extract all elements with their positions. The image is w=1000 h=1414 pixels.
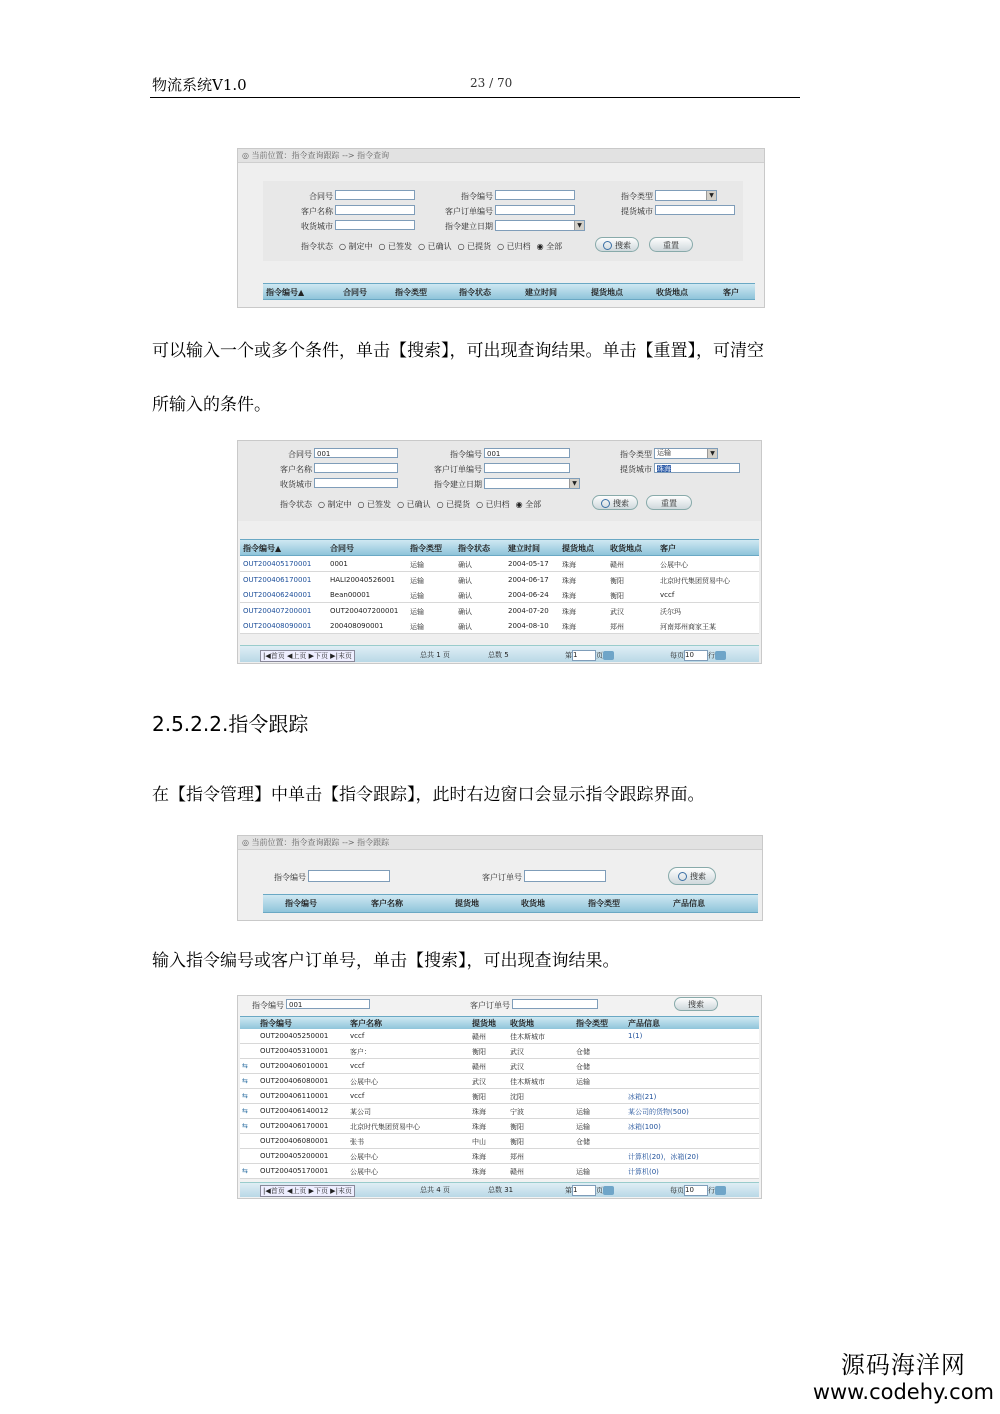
screenshot-tracking-result: [237, 995, 762, 1199]
table-cell: OUT200406140012: [260, 1107, 329, 1115]
col-contract: 合同号: [343, 288, 367, 297]
product-link[interactable]: 某公司的货物(500): [628, 1108, 689, 1116]
pager-goto: [565, 650, 614, 661]
section-heading: 2.5.2.2.指令跟踪: [152, 712, 309, 736]
table-cell: 中山: [472, 1138, 486, 1146]
radio-issued[interactable]: ○ 已签发: [378, 242, 413, 251]
table-row[interactable]: [240, 1059, 759, 1074]
radio-all[interactable]: ◉ 全部: [536, 242, 563, 251]
pager-nav-buttons[interactable]: |◀首页 ◀上页 ▶下页 ▶|末页: [260, 650, 355, 662]
table-cell: 某公司: [350, 1108, 371, 1116]
pager-total: 总数 5: [488, 651, 509, 659]
table-row[interactable]: [240, 1074, 759, 1089]
col-customer: 客户名称: [371, 899, 403, 908]
table-cell: HALI20040526001: [330, 575, 396, 584]
table-cell: OUT200406010001: [260, 1062, 329, 1070]
created-date-picker[interactable]: [484, 478, 580, 489]
breadcrumb: ◎ 当前位置：指令查询跟踪 --> 指令查询: [238, 149, 764, 163]
col-customer: 客户: [660, 544, 676, 553]
order-no-link[interactable]: OUT200405170001: [243, 560, 312, 568]
table-cell: 仓储: [576, 1138, 590, 1146]
contract-label: 合同号: [309, 192, 333, 201]
pager-total-pages: 总共 4 页: [420, 1186, 450, 1194]
created-label: 指令建立日期: [445, 222, 493, 231]
goto-prefix: 第: [565, 651, 572, 660]
pager-total-pages: 总共 1 页: [420, 651, 450, 659]
radio-confirmed[interactable]: ○ 已确认: [418, 242, 452, 251]
table-cell: 珠海: [562, 576, 576, 585]
table-cell: 2004-07-20: [508, 606, 549, 615]
radio-drafting[interactable]: ○ 制定中: [339, 242, 373, 251]
goto-suffix: 页: [596, 1186, 603, 1195]
customer-input[interactable]: [314, 463, 398, 473]
col-delivery: 收货地: [510, 1019, 534, 1028]
paragraph-1: 可以输入一个或多个条件，单击【搜索】，可出现查询结果。单击【重置】，可清空: [152, 341, 764, 361]
table-cell: 武汉: [472, 1078, 486, 1086]
goto-page-input[interactable]: 1: [572, 1185, 596, 1196]
order-no-input[interactable]: [495, 190, 575, 200]
query-form: [263, 181, 743, 261]
table-cell: 确认: [458, 561, 472, 569]
table-cell: 河南郑州商家王某: [660, 623, 716, 631]
ship-city-input[interactable]: [655, 205, 735, 215]
paragraph-3: 输入指令编号或客户订单号，单击【搜索】，可出现查询结果。: [152, 951, 620, 971]
table-cell: 确认: [458, 607, 472, 616]
radio-all[interactable]: ◉ 全部: [515, 500, 542, 509]
col-type: 指令类型: [576, 1019, 608, 1028]
table-cell: OUT200406080001: [260, 1137, 329, 1145]
table-cell: 郑州: [510, 1153, 524, 1161]
pager-per-page: [670, 1185, 726, 1196]
search-icon: [678, 872, 687, 881]
cust-order-input[interactable]: [524, 870, 606, 882]
type-select-value: 运输: [657, 449, 671, 457]
ship-city-label: 提货城市: [620, 465, 652, 474]
order-no-input[interactable]: 001: [286, 999, 370, 1009]
city-input[interactable]: [314, 478, 398, 488]
radio-picked[interactable]: ○ 已提货: [436, 500, 471, 509]
created-label: 指令建立日期: [434, 480, 482, 489]
search-icon: [603, 241, 612, 250]
pager: [240, 1182, 759, 1197]
go-icon[interactable]: [715, 651, 726, 660]
order-no-link[interactable]: OUT200407200001: [243, 606, 312, 615]
truck-icon[interactable]: ⇆: [242, 1107, 248, 1115]
col-pickup: 提货地点: [591, 288, 623, 297]
col-pickup: 提货地: [472, 1019, 496, 1028]
col-delivery: 收货地点: [656, 288, 688, 297]
col-delivery: 收货地点: [610, 544, 642, 553]
table-cell: 珠海: [562, 623, 576, 631]
cust-order-input[interactable]: [484, 463, 570, 473]
table-cell: 运输: [410, 592, 424, 600]
radio-drafting[interactable]: ○ 制定中: [318, 500, 352, 509]
tracking-table-header: [263, 894, 758, 913]
chevron-down-icon: ▼: [569, 479, 579, 488]
table-cell: 运输: [576, 1123, 590, 1131]
truck-icon[interactable]: ⇆: [242, 1167, 248, 1175]
contract-input[interactable]: 001: [314, 448, 398, 458]
table-cell: 珠海: [562, 607, 576, 616]
reset-label: 重置: [661, 499, 677, 508]
col-created: 建立时间: [525, 288, 557, 297]
table-row[interactable]: [240, 618, 759, 634]
order-no-label: 指令编号: [450, 450, 482, 459]
table-cell: 珠海: [562, 561, 576, 569]
city-label: 收货城市: [280, 480, 312, 489]
table-cell: 武汉: [510, 1063, 524, 1071]
truck-icon[interactable]: ⇆: [242, 1092, 248, 1100]
table-cell: 珠海: [472, 1168, 486, 1176]
table-row[interactable]: [240, 1119, 759, 1134]
order-no-label: 指令编号: [274, 873, 306, 882]
pager-total: 总数 31: [488, 1186, 514, 1194]
radio-archived[interactable]: ○ 已归档: [497, 242, 531, 251]
col-type: 指令类型: [410, 544, 442, 553]
table-cell: 佳木斯城市: [510, 1033, 545, 1041]
table-cell: 佳木斯城市: [510, 1078, 545, 1086]
col-delivery: 收货地: [521, 899, 545, 908]
col-customer: 客户名称: [350, 1019, 382, 1028]
col-order-no: 指令编号: [285, 899, 317, 908]
go-icon[interactable]: [603, 651, 614, 660]
table-cell: 珠海: [472, 1108, 486, 1116]
cust-order-input[interactable]: [495, 205, 575, 215]
status-radio-group[interactable]: [339, 241, 568, 252]
table-cell: 赣州: [472, 1033, 486, 1041]
table-cell: 运输: [410, 576, 424, 585]
table-cell: 武汉: [610, 607, 624, 616]
col-type: 指令类型: [395, 288, 427, 297]
type-select[interactable]: [654, 448, 718, 459]
radio-issued[interactable]: ○ 已签发: [357, 500, 392, 509]
reset-label: 重置: [663, 241, 679, 250]
col-order-no[interactable]: 指令编号▲: [243, 544, 282, 553]
table-cell: Bean00001: [330, 591, 371, 599]
table-row[interactable]: [240, 1134, 759, 1149]
table-cell: 珠海: [562, 592, 576, 600]
paragraph-1b: 所输入的条件。: [152, 395, 271, 415]
table-cell: OUT200406110001: [260, 1092, 329, 1100]
search-icon: [601, 499, 610, 508]
table-cell: 确认: [458, 576, 472, 585]
search-label: 搜索: [613, 499, 629, 508]
cust-order-label: 客户订单号: [470, 1001, 510, 1010]
ship-city-value: 珠海: [657, 465, 671, 473]
table-cell: 衡阳: [472, 1048, 486, 1056]
document-title: 物流系统V1.0: [152, 76, 247, 94]
goto-prefix: 第: [565, 1186, 572, 1195]
table-cell: 公展中心: [350, 1153, 378, 1161]
col-contract: 合同号: [330, 544, 354, 553]
status-radio-group[interactable]: [318, 499, 547, 510]
watermark-line-2: www.codehy.com: [812, 1380, 994, 1404]
radio-confirmed[interactable]: ○ 已确认: [397, 500, 431, 509]
product-link[interactable]: 计算机(20)，冰箱(20): [628, 1153, 699, 1161]
table-cell: OUT200405310001: [260, 1047, 329, 1055]
table-cell: 运输: [576, 1108, 590, 1116]
table-row[interactable]: [240, 1104, 759, 1119]
table-cell: 客户：: [350, 1048, 371, 1056]
table-cell: 衡阳: [610, 576, 624, 585]
created-date-picker[interactable]: [495, 220, 585, 231]
product-link[interactable]: 冰箱(21): [628, 1093, 657, 1101]
search-button[interactable]: [674, 997, 718, 1011]
table-cell: OUT200405170001: [260, 1167, 329, 1175]
type-label: 指令类型: [621, 192, 653, 201]
table-cell: vccf: [350, 1062, 365, 1070]
cust-order-input[interactable]: [512, 999, 598, 1009]
table-cell: 仓储: [576, 1048, 590, 1056]
table-cell: OUT200405200001: [260, 1152, 329, 1160]
order-no-link[interactable]: OUT200406170001: [243, 575, 312, 584]
per-page-prefix: 每页: [670, 651, 684, 660]
status-label: 指令状态: [280, 500, 312, 509]
pager: [240, 645, 759, 662]
result-table-header: [240, 539, 759, 556]
table-row[interactable]: [240, 1089, 759, 1104]
chevron-down-icon: ▼: [574, 221, 584, 230]
col-status: 指令状态: [459, 288, 491, 297]
table-cell: 珠海: [472, 1123, 486, 1131]
table-cell: 沃尔玛: [660, 607, 681, 616]
radio-archived[interactable]: ○ 已归档: [476, 500, 510, 509]
table-cell: 运输: [410, 623, 424, 631]
table-cell: vccf: [660, 591, 675, 599]
table-cell: 2004-06-24: [508, 591, 549, 599]
customer-label: 客户名称: [301, 207, 333, 216]
table-cell: OUT200405250001: [260, 1032, 329, 1040]
table-row[interactable]: [240, 1149, 759, 1164]
city-input[interactable]: [335, 220, 415, 230]
table-row[interactable]: [240, 1164, 759, 1179]
paragraph-2: 在【指令管理】中单击【指令跟踪】，此时右边窗口会显示指令跟踪界面。: [152, 785, 705, 805]
col-status: 指令状态: [458, 544, 490, 553]
table-cell: 0001: [330, 560, 348, 568]
table-cell: 运输: [410, 607, 424, 616]
table-cell: 郑州: [610, 623, 624, 631]
per-page-suffix: 行: [708, 651, 715, 660]
watermark: [813, 1345, 994, 1404]
table-cell: vccf: [350, 1092, 365, 1100]
per-page-suffix: 行: [708, 1186, 715, 1195]
query-form: [238, 441, 761, 521]
col-order-no[interactable]: 指令编号▲: [266, 288, 305, 297]
screenshot-order-tracking: [237, 835, 763, 921]
table-cell: vccf: [350, 1032, 365, 1040]
order-no-link[interactable]: OUT200408090001: [243, 622, 312, 630]
table-cell: 衡阳: [510, 1138, 524, 1146]
table-cell: 公展中心: [350, 1078, 378, 1086]
table-row[interactable]: [240, 1044, 759, 1059]
table-row[interactable]: [240, 587, 759, 603]
truck-icon[interactable]: ⇆: [242, 1122, 248, 1130]
table-cell: 衡阳: [472, 1093, 486, 1101]
col-pickup: 提货地点: [562, 544, 594, 553]
table-cell: 北京时代集团贸易中心: [660, 576, 730, 585]
contract-label: 合同号: [288, 450, 312, 459]
col-created: 建立时间: [508, 544, 540, 553]
table-cell: 仓储: [576, 1063, 590, 1071]
table-cell: 确认: [458, 623, 472, 631]
table-cell: 衡阳: [610, 592, 624, 600]
table-cell: 北京时代集团贸易中心: [350, 1123, 420, 1131]
col-pickup: 提货地: [455, 899, 479, 908]
table-cell: OUT200407200001: [330, 606, 399, 615]
go-icon[interactable]: [715, 1186, 726, 1195]
search-label: 搜索: [688, 1000, 704, 1009]
tracking-table-header: [240, 1016, 759, 1030]
table-row[interactable]: [240, 572, 759, 588]
customer-input[interactable]: [335, 205, 415, 215]
type-label: 指令类型: [620, 450, 652, 459]
col-type: 指令类型: [588, 899, 620, 908]
screenshot-order-query: [237, 148, 765, 308]
table-cell: 赣州: [610, 561, 624, 569]
table-cell: 赣州: [472, 1063, 486, 1071]
order-no-label: 指令编号: [252, 1001, 284, 1010]
table-cell: 武汉: [510, 1048, 524, 1056]
col-order-no: 指令编号: [260, 1019, 292, 1028]
breadcrumb: ◎ 当前位置：指令查询跟踪 --> 指令跟踪: [238, 836, 762, 850]
table-cell: 运输: [576, 1168, 590, 1176]
contract-input[interactable]: [335, 190, 415, 200]
table-row[interactable]: [240, 1029, 759, 1044]
chevron-down-icon: ▼: [707, 449, 717, 458]
table-cell: 公展中心: [660, 561, 688, 569]
table-cell: 200408090001: [330, 622, 384, 630]
goto-suffix: 页: [596, 651, 603, 660]
order-no-input[interactable]: 001: [484, 448, 570, 458]
per-page-input[interactable]: 10: [684, 650, 708, 661]
table-cell: 2004-06-17: [508, 575, 549, 584]
order-no-label: 指令编号: [461, 192, 493, 201]
result-table-header: [263, 283, 755, 300]
pager-goto: [565, 1185, 614, 1196]
reset-button[interactable]: [649, 237, 693, 252]
product-link[interactable]: 1(1): [628, 1032, 643, 1040]
goto-page-input[interactable]: 1: [572, 650, 596, 661]
order-no-input[interactable]: [308, 870, 390, 882]
type-select[interactable]: [655, 190, 717, 201]
search-label: 搜索: [615, 241, 631, 250]
per-page-prefix: 每页: [670, 1186, 684, 1195]
search-button[interactable]: [668, 867, 716, 885]
per-page-input[interactable]: 10: [684, 1185, 708, 1196]
pager-nav-buttons[interactable]: |◀首页 ◀上页 ▶下页 ▶|末页: [260, 1185, 355, 1197]
table-cell: OUT200406170001: [260, 1122, 329, 1130]
watermark-line-1: 源码海洋网: [840, 1351, 966, 1379]
header-rule: [150, 97, 800, 98]
radio-picked[interactable]: ○ 已提货: [457, 242, 492, 251]
search-label: 搜索: [690, 872, 706, 881]
table-cell: 公展中心: [350, 1168, 378, 1176]
table-cell: 赣州: [510, 1168, 524, 1176]
table-cell: 珠海: [472, 1153, 486, 1161]
table-cell: 沈阳: [510, 1093, 524, 1101]
col-product: 产品信息: [673, 899, 705, 908]
table-cell: 运输: [410, 561, 424, 569]
cust-order-label: 客户订单号: [482, 873, 522, 882]
page-number: 23 / 70: [470, 76, 513, 90]
status-label: 指令状态: [301, 242, 333, 251]
order-no-link[interactable]: OUT200406240001: [243, 591, 312, 599]
table-cell: 2004-05-17: [508, 560, 549, 568]
table-cell: 确认: [458, 592, 472, 600]
city-label: 收货城市: [301, 222, 333, 231]
table-cell: 张书: [350, 1138, 364, 1146]
cust-order-label: 客户订单编号: [434, 465, 482, 474]
table-cell: 运输: [576, 1078, 590, 1086]
table-cell: 衡阳: [510, 1123, 524, 1131]
go-icon[interactable]: [603, 1186, 614, 1195]
pager-per-page: [670, 650, 726, 661]
customer-label: 客户名称: [280, 465, 312, 474]
ship-city-input[interactable]: [654, 463, 740, 473]
col-customer: 客户: [723, 288, 739, 297]
table-row[interactable]: [240, 556, 759, 572]
table-cell: 2004-08-10: [508, 622, 549, 630]
table-row[interactable]: [240, 603, 759, 619]
col-product: 产品信息: [628, 1019, 660, 1028]
truck-icon[interactable]: ⇆: [242, 1062, 248, 1070]
search-button[interactable]: [595, 237, 639, 252]
cust-order-label: 客户订单编号: [445, 207, 493, 216]
chevron-down-icon: ▼: [706, 191, 716, 200]
truck-icon[interactable]: ⇆: [242, 1077, 248, 1085]
ship-city-label: 提货城市: [621, 207, 653, 216]
product-link[interactable]: 冰箱(100): [628, 1123, 661, 1131]
product-link[interactable]: 计算机(0): [628, 1168, 659, 1176]
reset-button[interactable]: [646, 495, 692, 510]
screenshot-query-result: [237, 440, 762, 664]
table-cell: 宁波: [510, 1108, 524, 1116]
search-button[interactable]: [592, 495, 638, 510]
table-cell: OUT200406080001: [260, 1077, 329, 1085]
